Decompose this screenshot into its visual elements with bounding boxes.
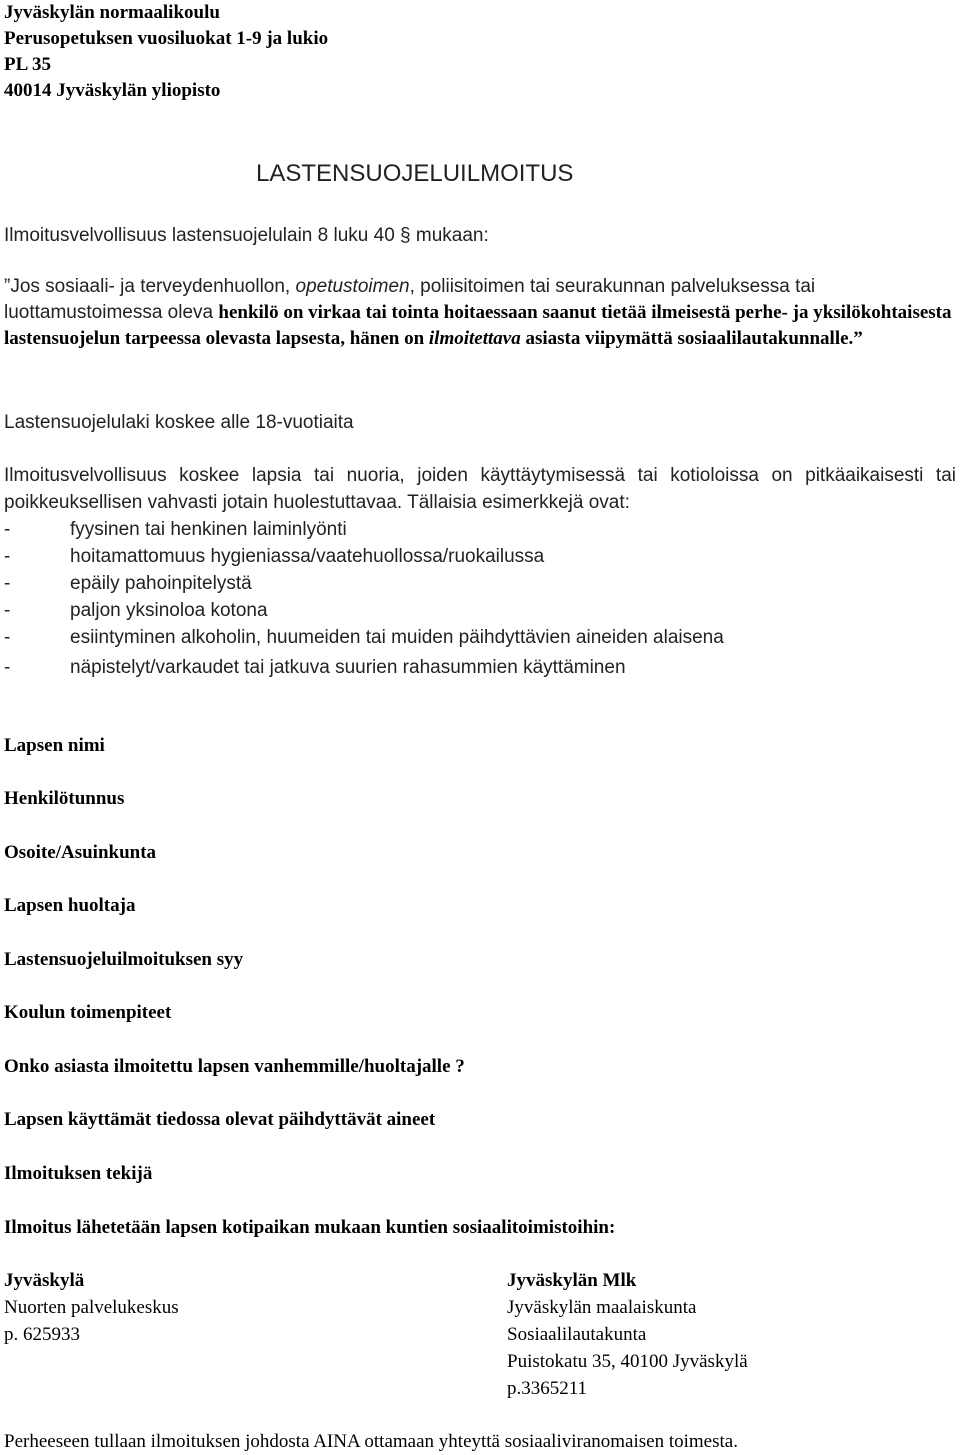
- list-item-text: fyysinen tai henkinen laiminlyönti: [70, 519, 347, 540]
- quote-part-3: , poliisitoimen tai seurakunnan palveluksessa tai luottamustoimessa oleva: [4, 276, 816, 323]
- dash-marker: -: [4, 657, 11, 678]
- dash-marker: -: [4, 519, 11, 540]
- duty-paragraph: Ilmoitusvelvollisuus koskee lapsia tai nuoria, joiden käyttäytymisessä tai kotioloissa on pitkäaikaisesti tai poikkeuksellisen vahvasti jotain huolestuttavaa. Tällaisia esimerkkejä ovat:: [4, 465, 956, 513]
- school-name: Jyväskylän normaalikoulu: [4, 2, 220, 23]
- quote-bold-obligation: henkilö on virkaa tai tointa hoitaessaan saanut tietää ilmeisestä perhe- ja yksilökohtaisesta lastensuojelun tarpeessa olevasta lapsesta, hänen on: [4, 302, 952, 349]
- quote-part-1: ”Jos sosiaali- ja terveydenhuollon,: [4, 276, 296, 297]
- field-id-number: Henkilötunnus: [4, 788, 125, 809]
- field-substances: Lapsen käyttämät tiedossa olevat päihdyttävät aineet: [4, 1109, 436, 1130]
- list-item: [4, 654, 724, 681]
- list-item-text: hoitamattomuus hygieniassa/vaatehuollossa/ruokailussa: [70, 546, 545, 567]
- school-unit: Perusopetuksen vuosiluokat 1-9 ja lukio: [4, 28, 329, 49]
- field-guardian: Lapsen huoltaja: [4, 895, 136, 916]
- field-school-actions: Koulun toimenpiteet: [4, 1002, 172, 1023]
- office-name: Jyväskylä: [4, 1270, 85, 1291]
- po-box: PL 35: [4, 54, 51, 75]
- office-jyvaskyla: [4, 1267, 179, 1348]
- office-jyvaskyla-mlk: [507, 1267, 748, 1402]
- footer-note: Perheeseen tullaan ilmoituksen johdosta AINA ottamaan yhteyttä sosiaaliviranomaisen toimesta.: [4, 1431, 738, 1452]
- office-name: Jyväskylän Mlk: [507, 1270, 637, 1291]
- list-item: [4, 543, 724, 570]
- send-to-instruction: Ilmoitus lähetetään lapsen kotipaikan mukaan kuntien sosiaalitoimistoihin:: [4, 1217, 616, 1238]
- office-line: Sosiaalilautakunta: [507, 1324, 647, 1345]
- dash-marker: -: [4, 573, 11, 594]
- quote-italic-education: opetustoimen: [295, 276, 410, 297]
- list-item: [4, 516, 724, 543]
- field-reason: Lastensuojeluilmoituksen syy: [4, 949, 244, 970]
- list-item-text: paljon yksinoloa kotona: [70, 600, 268, 621]
- office-address: Puistokatu 35, 40100 Jyväskylä: [507, 1351, 748, 1372]
- list-item-text: esiintyminen alkoholin, huumeiden tai muiden päihdyttävien aineiden alaisena: [70, 627, 724, 648]
- field-parents-informed: Onko asiasta ilmoitettu lapsen vanhemmille/huoltajalle ?: [4, 1056, 465, 1077]
- postal-address: 40014 Jyväskylän yliopisto: [4, 80, 221, 101]
- dash-marker: -: [4, 600, 11, 621]
- quote-bolditalic-must-report: ilmoitettava: [428, 328, 521, 349]
- list-item-text: näpistelyt/varkaudet tai jatkuva suurien rahasummien käyttäminen: [70, 657, 626, 678]
- field-child-name: Lapsen nimi: [4, 735, 105, 756]
- quote-bold-end: asiasta viipymättä sosiaalilautakunnalle.”: [520, 328, 863, 349]
- list-item: [4, 570, 724, 597]
- list-item: [4, 597, 724, 624]
- office-line: Nuorten palvelukeskus: [4, 1297, 179, 1318]
- office-phone: p.3365211: [507, 1378, 588, 1399]
- examples-list: [4, 516, 724, 681]
- law-quote: [4, 274, 956, 352]
- list-item: [4, 624, 724, 651]
- age-note: Lastensuojelulaki koskee alle 18-vuotiaita: [4, 412, 354, 433]
- document-title: LASTENSUOJELUILMOITUS: [256, 160, 574, 187]
- field-reporter: Ilmoituksen tekijä: [4, 1163, 153, 1184]
- office-phone: p. 625933: [4, 1324, 80, 1345]
- legal-reference: Ilmoitusvelvollisuus lastensuojelulain 8 luku 40 § mukaan:: [4, 225, 489, 246]
- office-line: Jyväskylän maalaiskunta: [507, 1297, 697, 1318]
- dash-marker: -: [4, 546, 11, 567]
- field-address: Osoite/Asuinkunta: [4, 842, 157, 863]
- dash-marker: -: [4, 627, 11, 648]
- list-item-text: epäily pahoinpitelystä: [70, 573, 252, 594]
